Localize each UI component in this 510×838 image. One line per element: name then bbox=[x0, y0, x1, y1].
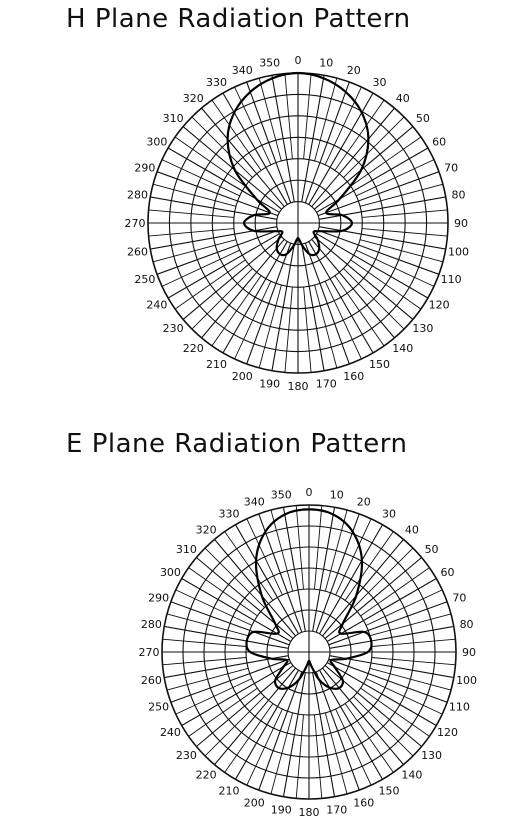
e-plane-angle-label: 290 bbox=[148, 591, 170, 605]
e-plane-minor-spoke-105 bbox=[370, 668, 451, 690]
e-plane-angle-label: 240 bbox=[159, 726, 181, 739]
h-plane-angle-label: 280 bbox=[126, 188, 148, 202]
e-plane-minor-spoke-255 bbox=[167, 668, 248, 690]
e-plane-angle-label: 210 bbox=[218, 784, 240, 798]
h-plane-angle-label: 110 bbox=[440, 272, 462, 286]
h-plane-angle-label: 0 bbox=[294, 54, 302, 67]
h-plane-angle-label: 260 bbox=[126, 245, 148, 259]
e-plane-angle-label: 340 bbox=[243, 495, 265, 509]
h-plane-angle-label: 10 bbox=[319, 56, 334, 70]
h-plane-minor-spoke-285 bbox=[153, 184, 236, 206]
h-plane-title: H Plane Radiation Pattern bbox=[66, 4, 411, 34]
e-plane-angle-label: 280 bbox=[140, 618, 162, 632]
h-plane-angle-label: 50 bbox=[415, 112, 430, 126]
h-plane-angle-label: 290 bbox=[134, 161, 156, 175]
h-plane-angle-label: 90 bbox=[454, 217, 468, 230]
e-plane-angle-label: 90 bbox=[462, 646, 476, 659]
h-plane-angle-label: 80 bbox=[451, 188, 466, 202]
e-plane-angle-label: 150 bbox=[378, 784, 400, 798]
e-plane-angle-label: 80 bbox=[459, 618, 474, 632]
h-plane-angle-label: 20 bbox=[346, 63, 361, 77]
h-plane-minor-spoke-75 bbox=[360, 184, 443, 206]
e-plane-minor-spoke-285 bbox=[167, 614, 248, 636]
e-plane-minor-spoke-135 bbox=[354, 697, 413, 756]
h-plane-angle-label: 320 bbox=[182, 92, 204, 106]
e-plane-angle-label: 260 bbox=[140, 673, 162, 687]
e-plane-angle-label: 200 bbox=[243, 796, 265, 810]
h-plane-angle-label: 60 bbox=[432, 135, 447, 149]
h-plane-angle-label: 300 bbox=[146, 135, 168, 149]
e-plane-angle-label: 30 bbox=[382, 507, 396, 521]
h-plane-angle-label: 180 bbox=[287, 380, 309, 393]
e-plane-angle-label: 0 bbox=[305, 486, 313, 499]
e-plane-minor-spoke-225 bbox=[205, 697, 264, 756]
e-plane-minor-spoke-165 bbox=[325, 713, 347, 794]
h-plane-angle-label: 240 bbox=[146, 298, 168, 312]
e-plane-angle-label: 140 bbox=[401, 768, 423, 782]
e-plane-angle-label: 190 bbox=[270, 803, 292, 817]
h-plane-angle-label: 150 bbox=[369, 358, 390, 372]
e-plane-minor-spoke-195 bbox=[271, 713, 293, 794]
h-plane-minor-spoke-165 bbox=[315, 285, 337, 368]
e-plane-angle-label: 70 bbox=[452, 591, 467, 605]
h-plane-angle-label: 30 bbox=[372, 75, 387, 89]
e-plane-angle-label: 120 bbox=[437, 726, 459, 739]
h-plane-minor-spoke-15 bbox=[315, 78, 337, 161]
e-plane-angle-label: 160 bbox=[353, 796, 375, 810]
e-plane-angle-label: 300 bbox=[159, 566, 181, 579]
h-plane-angle-label: 310 bbox=[162, 112, 184, 126]
e-plane-angle-label: 40 bbox=[404, 523, 419, 537]
e-plane-angle-label: 110 bbox=[448, 700, 470, 714]
e-plane-angle-label: 60 bbox=[440, 566, 455, 579]
h-plane-angle-label: 100 bbox=[448, 245, 470, 259]
h-plane-angle-label: 130 bbox=[412, 321, 434, 335]
e-plane-angle-label: 20 bbox=[356, 495, 371, 509]
e-plane-angle-label: 330 bbox=[218, 507, 240, 521]
e-plane-minor-spoke-75 bbox=[370, 614, 451, 636]
e-plane-angle-label: 310 bbox=[175, 543, 197, 557]
e-plane-angle-label: 270 bbox=[138, 646, 160, 659]
e-plane-angle-label: 230 bbox=[175, 748, 197, 762]
e-plane-angle-label: 320 bbox=[195, 523, 217, 537]
e-plane-angle-label: 180 bbox=[298, 806, 320, 819]
h-plane-angle-label: 220 bbox=[182, 341, 204, 355]
h-plane-angle-label: 350 bbox=[259, 56, 281, 70]
h-plane-angle-label: 140 bbox=[392, 341, 414, 355]
h-plane-angle-label: 70 bbox=[444, 161, 459, 175]
e-plane-title: E Plane Radiation Pattern bbox=[66, 429, 408, 459]
h-plane-minor-spoke-195 bbox=[259, 285, 281, 368]
h-plane-angle-label: 170 bbox=[315, 377, 337, 391]
h-plane-angle-label: 250 bbox=[134, 272, 156, 286]
h-plane-angle-label: 330 bbox=[206, 75, 227, 89]
h-plane-polar-chart bbox=[0, 40, 510, 410]
e-plane-angle-label: 250 bbox=[148, 700, 170, 714]
h-plane-minor-spoke-45 bbox=[343, 117, 404, 178]
h-plane-minor-spoke-105 bbox=[360, 240, 443, 262]
e-plane-angle-label: 10 bbox=[329, 488, 344, 502]
e-plane-polar-chart bbox=[0, 470, 510, 838]
h-plane-minor-spoke-345 bbox=[259, 78, 281, 161]
h-plane-angle-label: 270 bbox=[124, 217, 146, 230]
e-plane-angle-label: 350 bbox=[270, 488, 292, 502]
h-plane-angle-label: 40 bbox=[395, 92, 410, 106]
h-plane-angle-label: 190 bbox=[259, 377, 281, 391]
h-plane-angle-label: 200 bbox=[231, 370, 253, 384]
h-plane-angle-label: 120 bbox=[428, 298, 450, 312]
h-plane-minor-spoke-225 bbox=[192, 268, 253, 329]
e-plane-angle-label: 170 bbox=[326, 803, 348, 817]
h-plane-minor-spoke-315 bbox=[192, 117, 253, 178]
e-plane-angle-label: 100 bbox=[456, 673, 478, 687]
h-plane-minor-spoke-135 bbox=[343, 268, 404, 329]
h-plane-minor-spoke-255 bbox=[153, 240, 236, 262]
h-plane-angle-label: 230 bbox=[162, 321, 184, 335]
e-plane-angle-label: 130 bbox=[421, 748, 443, 762]
h-plane-angle-label: 340 bbox=[231, 63, 253, 77]
e-plane-angle-label: 50 bbox=[424, 543, 439, 557]
e-plane-angle-label: 220 bbox=[195, 768, 217, 782]
h-plane-angle-label: 160 bbox=[343, 370, 365, 384]
h-plane-angle-label: 210 bbox=[206, 358, 227, 372]
